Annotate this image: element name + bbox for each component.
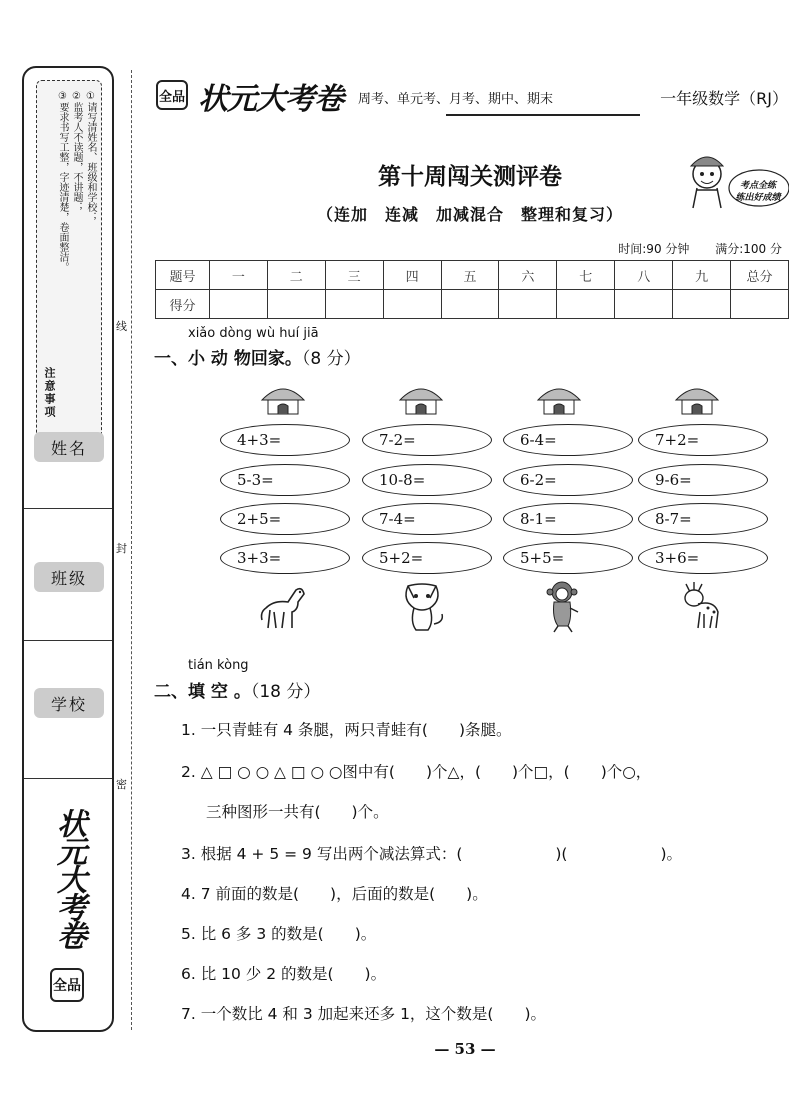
equation-oval[interactable]: 8-7= [638,503,768,535]
score-header-cell: 九 [673,261,731,290]
equation-oval[interactable]: 2+5= [220,503,350,535]
section1-pinyin: xiǎo dòng wù huí jiā [188,326,319,341]
notice-line-3: ③要求书写工整，字迹清楚，卷面整洁。 [57,91,68,272]
score-header-cell: 五 [441,261,499,290]
equation-oval[interactable]: 7-4= [362,503,492,535]
horse-icon [254,578,310,634]
score-table-header-row [156,261,789,290]
exam-info [596,240,782,257]
equation-oval[interactable]: 3+3= [220,542,350,574]
divider [24,778,112,779]
score-header-cell: 总分 [731,261,789,290]
question-2-continued: 三种图形一共有( )个。 [206,803,389,821]
header-rule [446,114,640,116]
monkey-icon [534,578,590,634]
notice-line-1: ①请写清姓名、班级和学校； [85,91,96,222]
score-table [155,260,789,319]
score-header-cell: 六 [499,261,557,290]
score-header-cell: 一 [209,261,267,290]
score-cell[interactable] [267,290,325,319]
equation-oval[interactable]: 5+2= [362,542,492,574]
question-3: 3. 根据 4 + 5 = 9 写出两个减法算式：( )( )。 [181,845,683,863]
house-icon [534,378,584,418]
cut-word: 密 [116,778,127,791]
equation-oval[interactable]: 6-2= [503,464,633,496]
equation-oval[interactable]: 10-8= [362,464,492,496]
question-5: 5. 比 6 多 3 的数是( )。 [181,925,377,943]
school-field[interactable]: 学校 [34,688,104,718]
page-number: — 53 — [434,1040,496,1058]
house-icon [258,378,308,418]
cut-word: 线 [116,320,127,333]
score-cell[interactable] [615,290,673,319]
score-header-cell: 题号 [156,261,210,290]
brand-logo-icon: 全品 [156,80,188,110]
cat-icon [394,578,450,634]
full-score: 满分:100 分 [715,242,782,256]
score-header-cell: 七 [557,261,615,290]
section1-title: 一、小 动 物回家。 [154,349,302,369]
score-header-cell: 二 [267,261,325,290]
mascot-slogan-line: 练出好成绩 [735,193,781,203]
equation-oval[interactable]: 9-6= [638,464,768,496]
brand-title: 状元大考卷 [198,82,343,117]
equation-oval[interactable]: 7+2= [638,424,768,456]
animal-match-area [220,378,780,638]
question-2: 2. △ □ ○ ○ △ □ ○ ○图中有( )个△，( )个□，( )个○， [181,763,652,781]
question-7: 7. 一个数比 4 和 3 加起来还多 1，这个数是( )。 [181,1005,547,1023]
equation-oval[interactable]: 5+5= [503,542,633,574]
score-cell[interactable] [673,290,731,319]
exam-types: 周考、单元考、月考、期中、期末 [358,92,554,107]
score-cell[interactable] [383,290,441,319]
grade-label: 一年级数学（RJ） [660,89,788,108]
mascot-slogan-line: 考点全练 [739,181,776,191]
equation-oval[interactable]: 3+6= [638,542,768,574]
equation-oval[interactable]: 4+3= [220,424,350,456]
score-cell[interactable] [557,290,615,319]
house-icon [672,378,722,418]
section2-heading [154,677,320,702]
section1-heading [154,344,361,369]
score-cell[interactable] [209,290,267,319]
name-field[interactable]: 姓名 [34,432,104,462]
question-4: 4. 7 前面的数是( )，后面的数是( )。 [181,885,488,903]
class-field[interactable]: 班级 [34,562,104,592]
score-cell[interactable] [499,290,557,319]
side-logo: 状元大考卷 [51,808,86,948]
section2-points: （18 分） [250,682,321,702]
page-title: 第十周闯关测评卷 [378,163,562,190]
page-subtitle: （连加 连减 加减混合 整理和复习） [316,205,623,224]
question-6: 6. 比 10 少 2 的数是( )。 [181,965,387,983]
deer-icon [672,578,728,634]
side-badge-icon: 全品 [50,968,84,1002]
divider [24,640,112,641]
section1-points: （8 分） [301,349,361,369]
score-cell[interactable] [441,290,499,319]
equation-oval[interactable]: 6-4= [503,424,633,456]
question-1: 1. 一只青蛙有 4 条腿，两只青蛙有( )条腿。 [181,721,512,739]
score-cell[interactable] [731,290,789,319]
score-header-cell: 三 [325,261,383,290]
equation-oval[interactable]: 7-2= [362,424,492,456]
page-header [146,74,790,116]
divider [24,508,112,509]
notice-line-2: ②监考人不读题，不讲题； [71,91,82,212]
section2-pinyin: tián kòng [188,658,249,673]
notice-box [36,80,102,442]
time-limit: 时间:90 分钟 [618,242,690,256]
cut-word: 封 [116,542,127,555]
section2-title: 二、填 空 。 [154,682,251,702]
score-header-cell: 四 [383,261,441,290]
score-cell[interactable] [325,290,383,319]
score-table-row [156,290,789,319]
house-icon [396,378,446,418]
notice-title: 注意事项 [43,367,56,419]
score-row-label: 得分 [156,290,210,319]
equation-oval[interactable]: 8-1= [503,503,633,535]
score-header-cell: 八 [615,261,673,290]
equation-oval[interactable]: 5-3= [220,464,350,496]
mascot-slogan [726,180,790,204]
